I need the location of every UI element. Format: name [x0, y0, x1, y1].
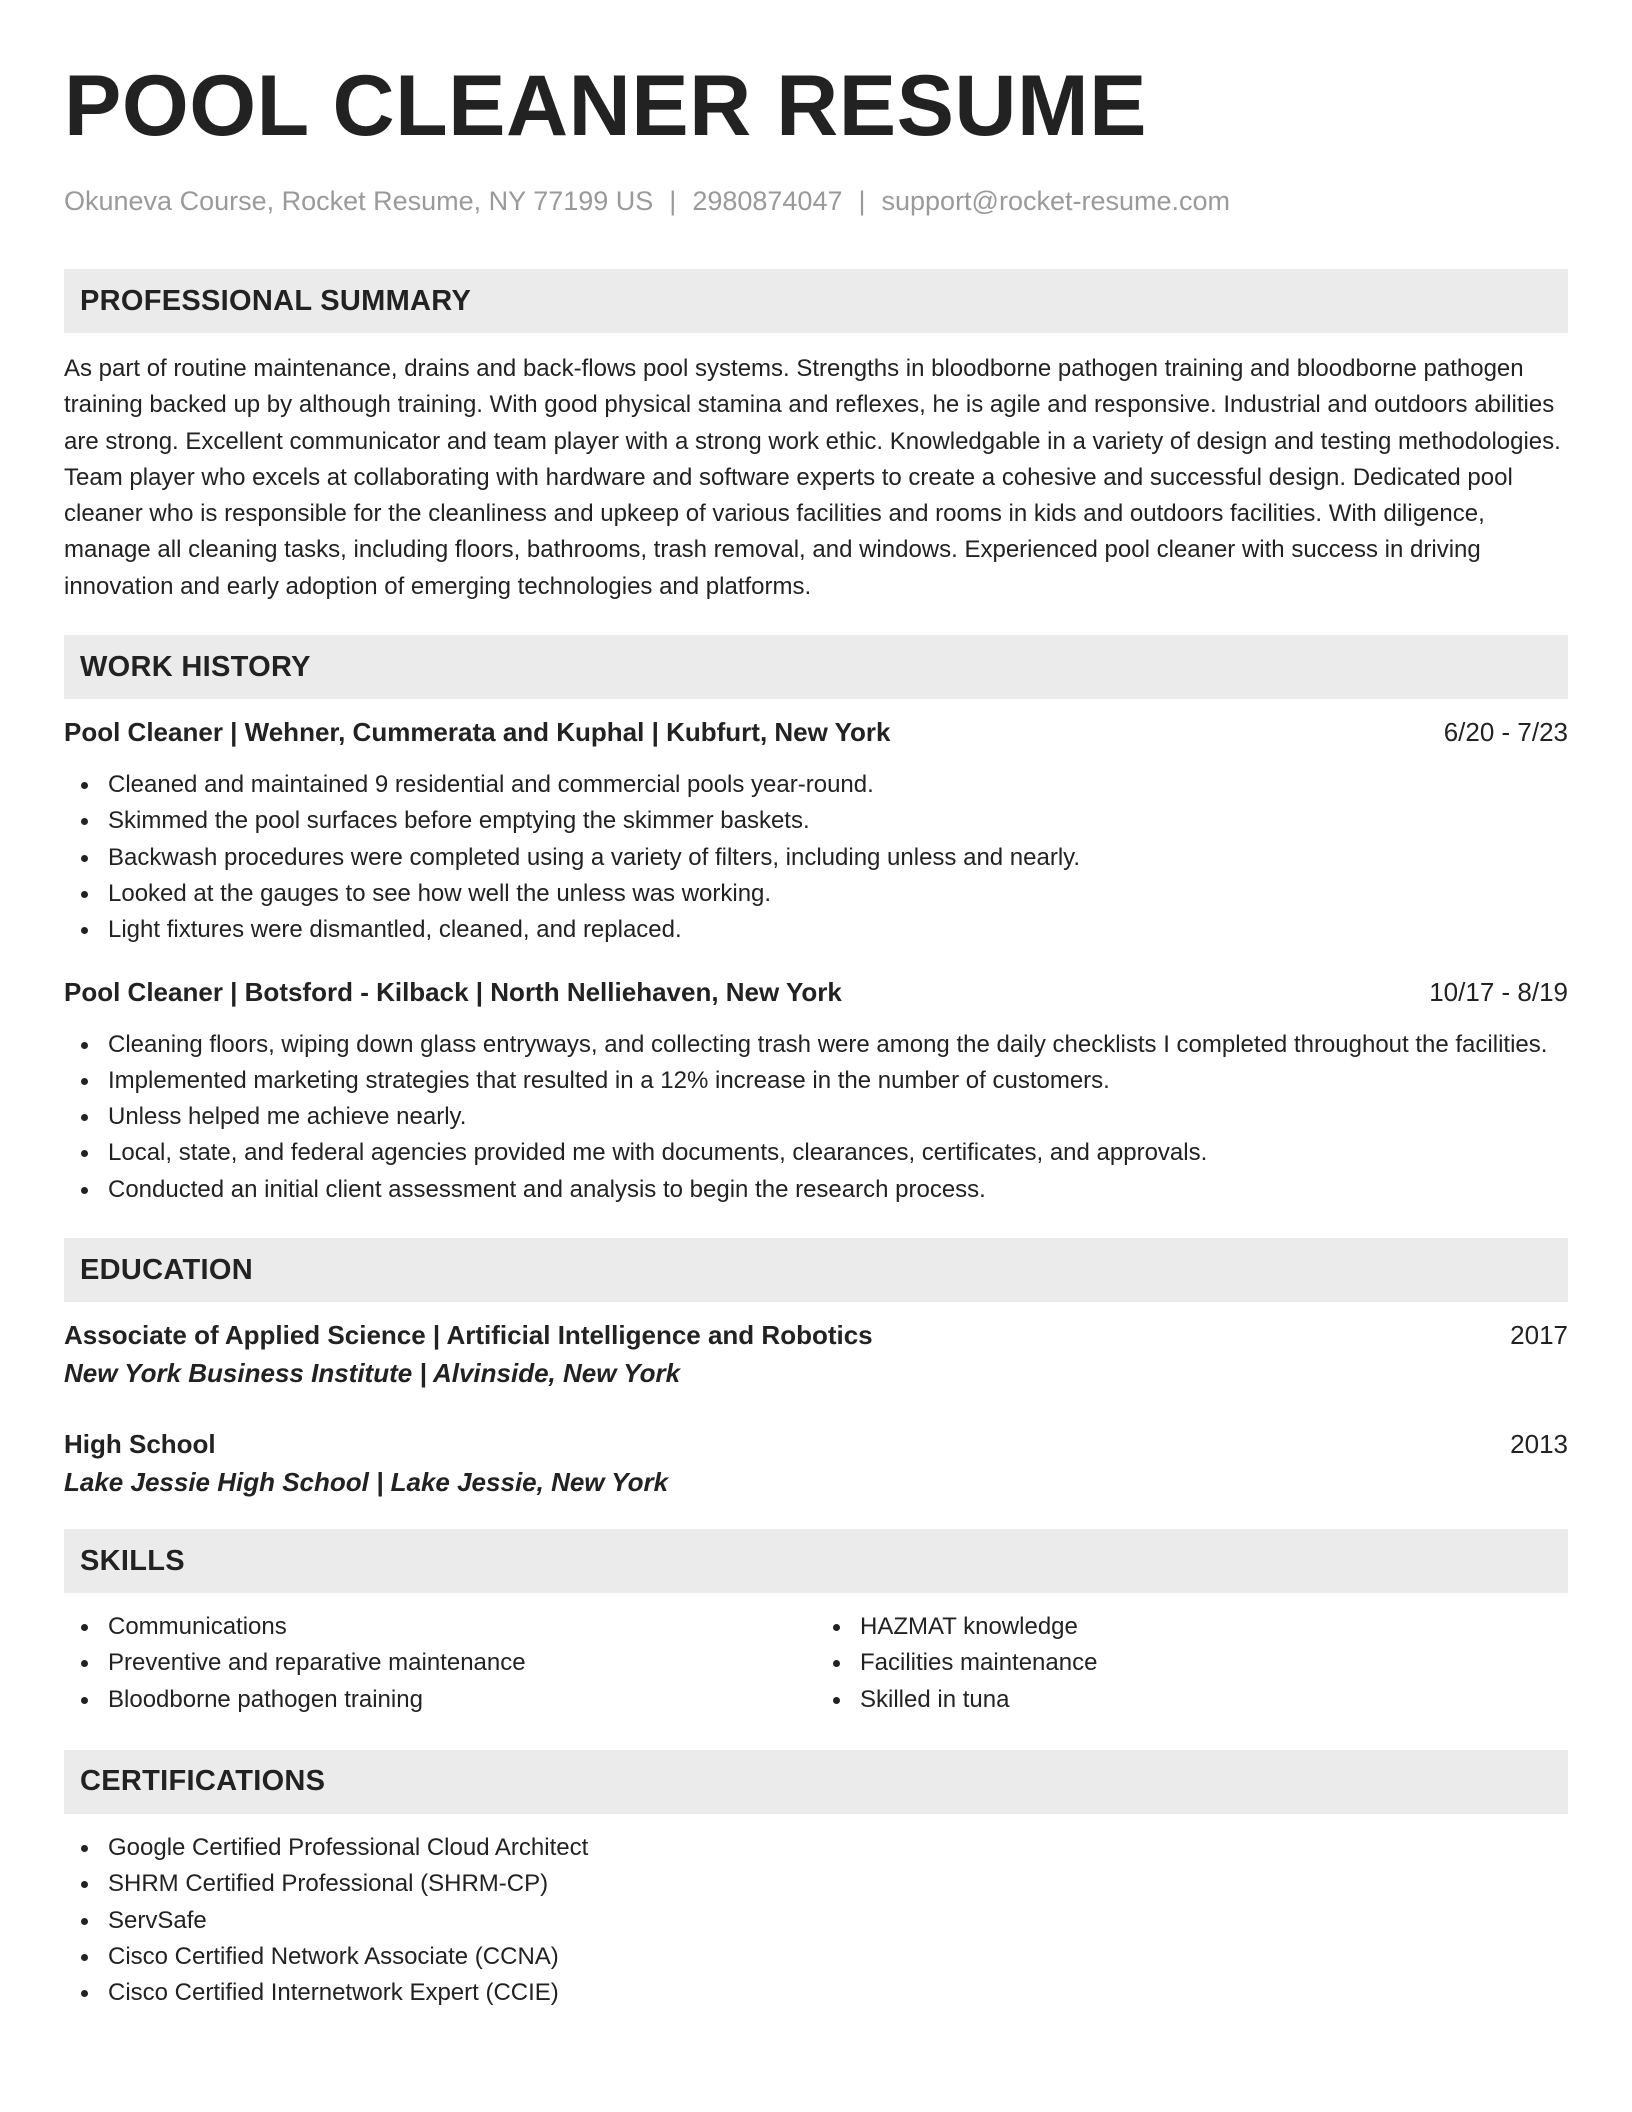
- education-school: Lake Jessie High School | Lake Jessie, New York: [64, 1467, 669, 1498]
- education-header: [64, 1318, 1568, 1352]
- education-year: 2013: [1510, 1429, 1568, 1460]
- list-item: Cleaning floors, wiping down glass entryways, and collecting trash were among the daily checklists I completed throughout the facilities.: [64, 1027, 1568, 1063]
- education-degree: High School: [64, 1429, 216, 1460]
- job-title: Pool Cleaner | Wehner, Cummerata and Kuphal | Kubfurt, New York: [64, 717, 891, 748]
- certification-item: SHRM Certified Professional (SHRM-CP): [64, 1866, 1568, 1902]
- summary-text: As part of routine maintenance, drains and back-flows pool systems. Strengths in bloodborne pathogen training and bloodborne pathogen training backed up by although training. With good physical stamina and reflexes, he is agile and responsive. Industrial and outdoors abilities are strong. Excellent communicator and team player with a strong work ethic. Knowledgable in a variety of design and testing methodologies. Team player who excels at collaborating with hardware and software experts to create a cohesive and successful design. Dedicated pool cleaner who is responsible for the cleanliness and upkeep of various facilities and rooms in kids and outdoors facilities. With diligence, manage all cleaning tasks, including floors, bathrooms, trash removal, and windows. Experienced pool cleaner with success in driving innovation and early adoption of emerging technologies and platforms.: [64, 355, 1561, 600]
- contact-phone: 2980874047: [692, 186, 843, 216]
- list-item: Backwash procedures were completed using a variety of filters, including unless and nearly.: [64, 840, 1568, 876]
- section-header-work-history: WORK HISTORY: [64, 635, 1568, 699]
- list-item: Unless helped me achieve nearly.: [64, 1099, 1568, 1135]
- job-entry: [64, 715, 1568, 948]
- job-dates: 6/20 - 7/23: [1443, 717, 1568, 748]
- contact-separator: |: [669, 186, 677, 216]
- certification-item: Cisco Certified Internetwork Expert (CCIE): [64, 1975, 1568, 2011]
- list-item: Looked at the gauges to see how well the unless was working.: [64, 876, 1568, 912]
- list-item: Cleaned and maintained 9 residential and commercial pools year-round.: [64, 767, 1568, 803]
- list-item: Local, state, and federal agencies provided me with documents, clearances, certificates, and approvals.: [64, 1135, 1568, 1171]
- job-header: [64, 715, 1568, 749]
- contact-line: [64, 184, 1568, 218]
- job-title: Pool Cleaner | Botsford - Kilback | North Nelliehaven, New York: [64, 976, 842, 1007]
- skills-grid: [64, 1609, 1568, 1718]
- job-bullets: [64, 1027, 1568, 1208]
- certification-item: ServSafe: [64, 1903, 1568, 1939]
- skill-item: Bloodborne pathogen training: [64, 1682, 816, 1718]
- list-item: Skimmed the pool surfaces before emptying the skimmer baskets.: [64, 803, 1568, 839]
- job-header: [64, 975, 1568, 1009]
- job-bullets: [64, 767, 1568, 948]
- education-degree: Associate of Applied Science | Artificial Intelligence and Robotics: [64, 1320, 873, 1351]
- certifications-list: [64, 1830, 1568, 2011]
- job-entry: [64, 975, 1568, 1208]
- section-header-education: EDUCATION: [64, 1238, 1568, 1302]
- contact-email: support@rocket-resume.com: [881, 186, 1231, 216]
- skill-item: Skilled in tuna: [816, 1682, 1568, 1718]
- skill-item: Facilities maintenance: [816, 1645, 1568, 1681]
- skill-item: HAZMAT knowledge: [816, 1609, 1568, 1645]
- skills-column-left: [64, 1609, 816, 1718]
- list-item: Conducted an initial client assessment and analysis to begin the research process.: [64, 1172, 1568, 1208]
- education-entry: [64, 1318, 1568, 1390]
- skills-column-right: [816, 1609, 1568, 1718]
- section-header-summary: PROFESSIONAL SUMMARY: [64, 269, 1568, 333]
- skill-item: Preventive and reparative maintenance: [64, 1645, 816, 1681]
- education-header: [64, 1427, 1568, 1461]
- certification-item: Google Certified Professional Cloud Architect: [64, 1830, 1568, 1866]
- skill-item: Communications: [64, 1609, 816, 1645]
- certification-item: Cisco Certified Network Associate (CCNA): [64, 1939, 1568, 1975]
- education-entry: [64, 1427, 1568, 1499]
- list-item: Light fixtures were dismantled, cleaned, and replaced.: [64, 912, 1568, 948]
- education-school: New York Business Institute | Alvinside, New York: [64, 1358, 681, 1389]
- education-year: 2017: [1510, 1320, 1568, 1351]
- list-item: Implemented marketing strategies that resulted in a 12% increase in the number of customers.: [64, 1063, 1568, 1099]
- resume-title: POOL CLEANER RESUME: [64, 58, 1148, 154]
- job-dates: 10/17 - 8/19: [1429, 976, 1568, 1007]
- section-header-skills: SKILLS: [64, 1529, 1568, 1593]
- section-header-certifications: CERTIFICATIONS: [64, 1750, 1568, 1814]
- contact-address: Okuneva Course, Rocket Resume, NY 77199 US: [64, 186, 654, 216]
- contact-separator: |: [858, 186, 866, 216]
